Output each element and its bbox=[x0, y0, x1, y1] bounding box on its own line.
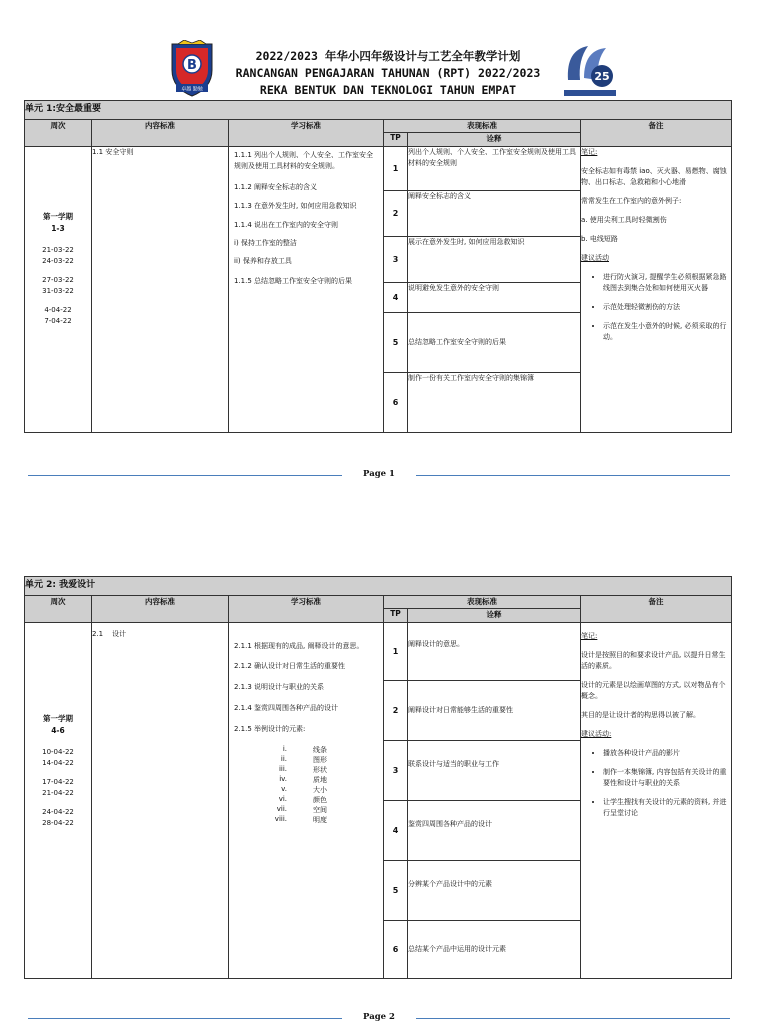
tp-level: 4 bbox=[384, 801, 408, 861]
activity-item: • 进行防火演习, 提醒学生必须根据紧急路线图去到集合处和如何使用灭火器 bbox=[603, 272, 731, 294]
title-block bbox=[218, 48, 558, 99]
tp-level: 4 bbox=[384, 283, 408, 313]
activity-item: • 示范处理轻微割伤的方法 bbox=[603, 302, 731, 313]
tp-level: 2 bbox=[384, 681, 408, 741]
activity-item: • 让学生搜找有关设计的元素的资料, 并进行呈堂讨论 bbox=[603, 797, 731, 819]
page-footer bbox=[28, 468, 730, 482]
tp-level: 5 bbox=[384, 861, 408, 921]
unit2-date: 17-04-22 bbox=[42, 777, 74, 786]
col-learning: 学习标准 bbox=[229, 596, 384, 623]
col-tp: TP bbox=[384, 608, 408, 622]
unit2-title: 单元 2: 我爱设计 bbox=[25, 577, 732, 596]
footer-rule bbox=[416, 1018, 730, 1019]
tp-level: 1 bbox=[384, 623, 408, 681]
page-number: Page 1 bbox=[363, 469, 395, 479]
anniversary-logo bbox=[562, 40, 618, 98]
unit2-table bbox=[24, 576, 732, 979]
note-text: 设计是按照目的和要求设计产品, 以提升日常生活的素质。 bbox=[581, 651, 726, 670]
tp-description: 阐释设计对日常能够生活的重要性 bbox=[408, 681, 581, 741]
unit1-date: 27-03-22 bbox=[42, 275, 74, 284]
tp-description: 总结某个产品中运用的设计元素 bbox=[408, 921, 581, 979]
activity-list bbox=[581, 272, 731, 343]
unit1-date: 4-04-22 bbox=[44, 305, 72, 314]
title-line-3: REKA BENTUK DAN TEKNOLOGI TAHUN EMPAT bbox=[259, 83, 517, 97]
activity-heading: 建议活动: bbox=[581, 730, 612, 738]
col-remarks: 备注 bbox=[581, 120, 732, 147]
note-text: b. 电线短路 bbox=[581, 235, 618, 243]
learning-item: 2.1.4 鉴赏四周围各种产品的设计 bbox=[234, 704, 339, 712]
note-text: a. 使用尖利工具时轻微割伤 bbox=[581, 216, 667, 224]
activity-item: • 示范在发生小意外的时候, 必须采取的行动。 bbox=[603, 321, 731, 343]
unit2-date: 14-04-22 bbox=[42, 758, 74, 767]
tp-description: 列出个人规则、个人安全、工作室安全规则及使用工具材料的安全规则 bbox=[408, 147, 581, 191]
learning-item: 2.1.1 根据现有的成品, 阐释设计的意思。 bbox=[234, 642, 364, 650]
learning-item: i) 保持工作室的整洁 bbox=[234, 239, 297, 247]
unit1-date: 7-04-22 bbox=[44, 316, 72, 325]
unit2-date: 10-04-22 bbox=[42, 747, 74, 756]
unit2-remarks bbox=[581, 623, 732, 979]
element-num: ii. bbox=[280, 755, 287, 763]
tp-level: 2 bbox=[384, 191, 408, 237]
element-name: 大小 bbox=[313, 786, 327, 794]
activity-item: • 制作一本集锦簿, 内容包括有关设计的重要性和设计与职业的关系 bbox=[603, 767, 731, 789]
col-tp: TP bbox=[384, 132, 408, 146]
title-line-2: RANCANGAN PENGAJARAN TAHUNAN (RPT) 2022/2023 bbox=[235, 66, 541, 80]
note-heading: 笔记: bbox=[581, 148, 598, 156]
unit2-term: 第一学期 bbox=[43, 713, 73, 723]
col-learning: 学习标准 bbox=[229, 120, 384, 147]
unit1-remarks bbox=[581, 147, 732, 433]
element-num: i. bbox=[282, 745, 287, 753]
element-name: 形状 bbox=[313, 766, 327, 774]
note-text: 安全标志如有毒禁 iao、灭火器、易燃物、腐蚀物、出口标志、急救箱和小心地滑 bbox=[581, 167, 727, 186]
unit2-date: 28-04-22 bbox=[42, 818, 74, 827]
unit1-date: 24-03-22 bbox=[42, 256, 74, 265]
element-num: vi. bbox=[278, 795, 287, 803]
design-elements-list bbox=[257, 745, 327, 825]
element-name: 颜色 bbox=[313, 796, 327, 804]
unit2-week-cell bbox=[25, 623, 92, 979]
page-number: Page 2 bbox=[363, 1012, 395, 1022]
unit1-table bbox=[24, 100, 732, 433]
col-content: 内容标准 bbox=[92, 120, 229, 147]
element-name: 质地 bbox=[313, 776, 327, 784]
tp-description: 鉴赏四周围各种产品的设计 bbox=[408, 801, 581, 861]
element-name: 线条 bbox=[313, 746, 327, 754]
note-text: 设计的元素是以绘画草图的方式, 以对物品有个概念。 bbox=[581, 681, 726, 700]
note-text: 常常发生在工作室内的意外例子: bbox=[581, 197, 682, 205]
col-interpretation: 诠释 bbox=[408, 132, 581, 146]
unit1-learning-standards bbox=[229, 147, 384, 433]
tp-level: 5 bbox=[384, 313, 408, 373]
learning-item: 1.1.5 总结忽略工作室安全守则的后果 bbox=[234, 277, 353, 285]
element-num: iv. bbox=[279, 775, 287, 783]
note-text: 其目的是让设计者的构思得以被了解。 bbox=[581, 711, 700, 719]
footer-rule bbox=[416, 475, 730, 476]
col-week: 周次 bbox=[25, 120, 92, 147]
learning-item: 2.1.5 举例设计的元素: bbox=[234, 725, 306, 733]
unit2-learning-standards bbox=[229, 623, 384, 979]
learning-item: ii) 保养和存放工具 bbox=[234, 257, 292, 265]
unit1-content-standard: 1.1 安全守则 bbox=[92, 147, 229, 433]
footer-rule bbox=[28, 475, 342, 476]
activity-item: • 播放各种设计产品的影片 bbox=[603, 748, 731, 759]
tp-description: 总结忽略工作室安全守则的后果 bbox=[408, 313, 581, 373]
col-week: 周次 bbox=[25, 596, 92, 623]
crest-letter: B bbox=[187, 58, 197, 73]
tp-description: 分辨某个产品设计中的元素 bbox=[408, 861, 581, 921]
anniversary-number: 25 bbox=[594, 70, 610, 83]
unit2-date: 21-04-22 bbox=[42, 788, 74, 797]
tp-description: 展示在意外发生时, 如何应用急救知识 bbox=[408, 237, 581, 283]
element-num: v. bbox=[281, 785, 287, 793]
unit1-term: 第一学期 bbox=[43, 211, 73, 221]
tp-description: 阐释设计的意思。 bbox=[408, 623, 581, 681]
learning-item: 1.1.2 阐释安全标志的含义 bbox=[234, 183, 318, 191]
element-num: viii. bbox=[274, 815, 287, 823]
element-num: iii. bbox=[278, 765, 287, 773]
learning-item: 1.1.1 列出个人规则、个人安全、工作室安全规则及使用工具材料的安全规则。 bbox=[234, 151, 374, 170]
learning-item: 1.1.4 说出在工作室内的安全守则 bbox=[234, 221, 339, 229]
tp-level: 6 bbox=[384, 373, 408, 433]
unit2-date: 24-04-22 bbox=[42, 807, 74, 816]
tp-description: 联系设计与适当的职业与工作 bbox=[408, 741, 581, 801]
col-performance: 表现标准 bbox=[384, 120, 581, 133]
crest-motto: 卓越 勤勉 bbox=[181, 86, 203, 93]
element-name: 明度 bbox=[313, 816, 327, 824]
tp-level: 6 bbox=[384, 921, 408, 979]
unit1-title: 单元 1:安全最重要 bbox=[25, 101, 732, 120]
tp-level: 3 bbox=[384, 741, 408, 801]
school-crest-logo bbox=[168, 40, 216, 98]
page-header bbox=[0, 40, 768, 100]
learning-item: 2.1.3 说明设计与职业的关系 bbox=[234, 683, 325, 691]
unit2-weeks: 4-6 bbox=[51, 725, 65, 735]
unit1-date: 21-03-22 bbox=[42, 245, 74, 254]
col-content: 内容标准 bbox=[92, 596, 229, 623]
col-performance: 表现标准 bbox=[384, 596, 581, 609]
page-footer bbox=[28, 1011, 730, 1025]
col-remarks: 备注 bbox=[581, 596, 732, 623]
note-heading: 笔记: bbox=[581, 632, 598, 640]
element-name: 空间 bbox=[313, 806, 327, 814]
footer-rule bbox=[28, 1018, 342, 1019]
learning-item: 2.1.2 确认设计对日常生活的重要性 bbox=[234, 662, 346, 670]
learning-item: 1.1.3 在意外发生时, 如何应用急救知识 bbox=[234, 202, 357, 210]
element-name: 图形 bbox=[313, 756, 327, 764]
activity-heading: 建议活动 bbox=[581, 254, 609, 262]
activity-list bbox=[581, 748, 731, 819]
element-num: vii. bbox=[276, 805, 287, 813]
tp-description: 制作一份有关工作室内安全守则的集锦簿 bbox=[408, 373, 581, 433]
tp-description: 说明避免发生意外的安全守则 bbox=[408, 283, 581, 313]
unit1-date: 31-03-22 bbox=[42, 286, 74, 295]
unit1-weeks: 1-3 bbox=[51, 223, 65, 233]
unit2-content-standard: 2.1 设计 bbox=[92, 623, 229, 979]
unit1-week-cell bbox=[25, 147, 92, 433]
col-interpretation: 诠释 bbox=[408, 608, 581, 622]
tp-level: 3 bbox=[384, 237, 408, 283]
title-line-1: 2022/2023 年华小四年级设计与工艺全年教学计划 bbox=[255, 49, 521, 63]
tp-level: 1 bbox=[384, 147, 408, 191]
tp-description: 阐释安全标志的含义 bbox=[408, 191, 581, 237]
